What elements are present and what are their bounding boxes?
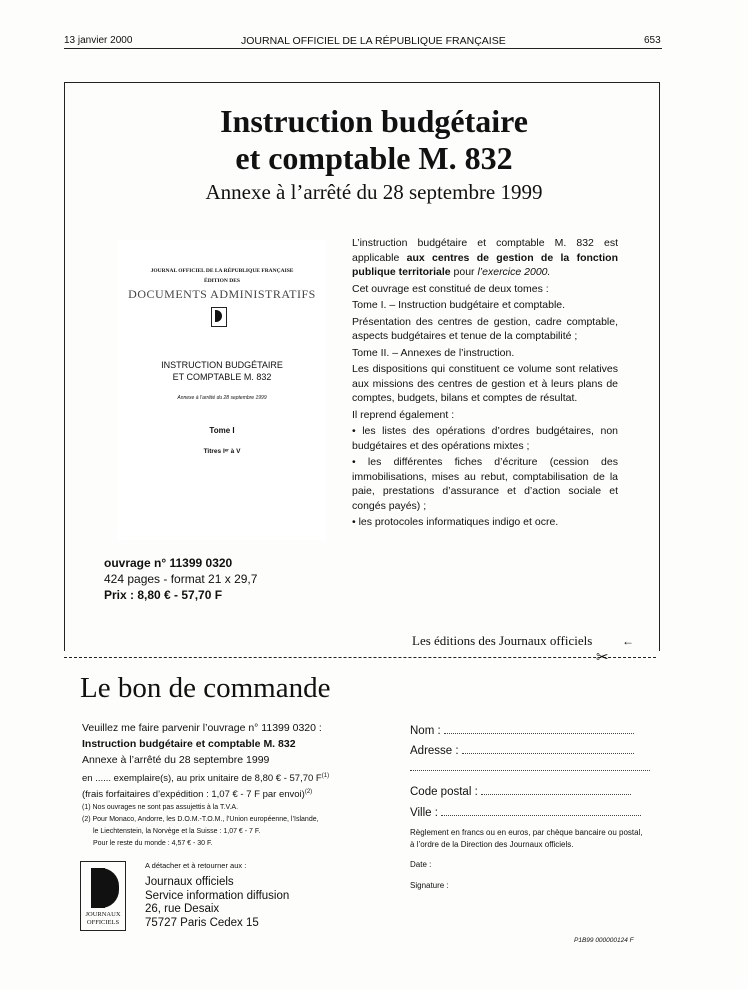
cover-logo-icon bbox=[211, 307, 227, 327]
cover-thumbnail bbox=[118, 240, 326, 540]
code-postal-field[interactable]: Code postal : bbox=[410, 784, 631, 798]
description-intro: L’instruction budgétaire et comptable M. 832 est applicable aux centres de gestion de la fonction publique territoriale pour l’exercice 2000. bbox=[352, 237, 618, 278]
description-paragraph: Cet ouvrage est constitué de deux tomes : bbox=[352, 282, 549, 295]
cover-documents-administratifs: DOCUMENTS ADMINISTRATIFS bbox=[128, 287, 316, 301]
adresse-field[interactable]: Adresse : bbox=[410, 743, 634, 757]
cover-edition: ÉDITION DES bbox=[204, 278, 240, 284]
arrow-left-icon: ← bbox=[622, 634, 634, 648]
cover-titres: Titres Iᵉʳ à V bbox=[203, 448, 241, 455]
order-note-2: (2) Pour Monaco, Andorre, les D.O.M.-T.O.M., l’Union européenne, l’Islande, bbox=[82, 816, 319, 823]
product-pages: 424 pages - format 21 x 29,7 bbox=[104, 572, 258, 586]
cover-annexe: Annexe à l’arrêté du 28 septembre 1999 bbox=[177, 395, 267, 401]
order-form-title: Le bon de commande bbox=[80, 672, 331, 704]
order-request: Veuillez me faire parvenir l’ouvrage n° 11399 0320 : bbox=[82, 722, 322, 734]
description-paragraph: Tome II. – Annexes de l’instruction. bbox=[352, 346, 515, 359]
order-note-3: le Liechtenstein, la Norvège et la Suisse : 1,07 € - 7 F. bbox=[93, 828, 261, 835]
cover-heading-1: INSTRUCTION BUDGÉTAIRE bbox=[161, 360, 283, 370]
cut-line bbox=[64, 657, 656, 658]
cover-heading-2: ET COMPTABLE M. 832 bbox=[172, 372, 272, 382]
footer-code: P1B99 000000124 F bbox=[574, 937, 634, 944]
title-annexe: Annexe à l’arrêté du 28 septembre 1999 bbox=[205, 180, 543, 204]
order-note-4: Pour le reste du monde : 4,57 € - 30 F. bbox=[93, 840, 213, 847]
ville-input-line[interactable] bbox=[441, 805, 641, 816]
description-paragraph: Il reprend également : bbox=[352, 408, 455, 421]
nom-input-line[interactable] bbox=[444, 723, 634, 734]
order-shipping-line: (frais forfaitaires d’expédition : 1,07 € - 7 F par envoi)$^{(2)}$ bbox=[82, 789, 313, 801]
product-number: ouvrage n° 11399 0320 bbox=[104, 556, 233, 570]
publisher-line: Les éditions des Journaux officiels bbox=[412, 633, 593, 648]
description-bullet: • les listes des opérations d’ordres budgétaires, non budgétaires et des opérations mixtes ; bbox=[352, 425, 618, 452]
title-line-1: Instruction budgétaire bbox=[220, 103, 528, 139]
description-paragraph: Les dispositions qui constituent ce volume sont relatives aux missions des centres de gestion et à leurs plans de comptes, budgets, bilans et comptes de résultat. bbox=[352, 363, 618, 404]
product-price: Prix : 8,80 € - 57,70 F bbox=[104, 588, 223, 602]
adresse-input-line[interactable] bbox=[462, 743, 634, 754]
description-bullet: • les différentes fiches d’écriture (cession des immobilisations, mises au rebut, comptabilisation de la paie, prestations d’assurance et d’action sociale et congés payés) ; bbox=[352, 456, 618, 512]
title-line-2: et comptable M. 832 bbox=[235, 140, 513, 176]
payment-instructions: Règlement en francs ou en euros, par chèque bancaire ou postal, à l’ordre de la Direction des Journaux officiels. bbox=[410, 828, 643, 849]
header-rule bbox=[64, 48, 662, 49]
order-book-title: Instruction budgétaire et comptable M. 832 bbox=[82, 738, 296, 750]
return-label: A détacher et à retourner aux : bbox=[145, 861, 247, 870]
ville-field[interactable]: Ville : bbox=[410, 805, 641, 819]
order-note-1: (1) Nos ouvrages ne sont pas assujettis à la T.V.A. bbox=[82, 804, 239, 811]
header-journal-title: JOURNAL OFFICIEL DE LA RÉPUBLIQUE FRANÇAISE bbox=[241, 35, 506, 47]
adresse-extra-line[interactable] bbox=[410, 770, 650, 771]
description-paragraph: Présentation des centres de gestion, cadre comptable, aspects budgétaires et tenue de la comptabilité ; bbox=[352, 315, 618, 342]
description-column bbox=[352, 236, 618, 532]
cover-tome: Tome I bbox=[209, 426, 235, 435]
journaux-officiels-logo: JOURNAUX OFFICIELS bbox=[80, 861, 126, 931]
order-annexe: Annexe à l’arrêté du 28 septembre 1999 bbox=[82, 754, 270, 766]
description-paragraph: Tome I. – Instruction budgétaire et comptable. bbox=[352, 299, 566, 311]
code-postal-input-line[interactable] bbox=[481, 784, 631, 795]
header-page-number: 653 bbox=[644, 35, 661, 46]
header-date: 13 janvier 2000 bbox=[64, 35, 133, 46]
nom-field[interactable]: Nom : bbox=[410, 723, 634, 737]
return-address: Journaux officiels Service information diffusion 26, rue Desaix 75727 Paris Cedex 15 bbox=[145, 876, 290, 929]
description-bullet: • les protocoles informatiques indigo et ocre. bbox=[352, 516, 559, 528]
scissors-icon: ✂ bbox=[596, 649, 609, 666]
date-field[interactable]: Date : bbox=[410, 860, 432, 869]
cover-journal-line: JOURNAL OFFICIEL DE LA RÉPUBLIQUE FRANÇAISE bbox=[150, 268, 294, 274]
signature-field[interactable]: Signature : bbox=[410, 881, 449, 890]
order-quantity-line: en ...... exemplaire(s), au prix unitaire de 8,80 € - 57,70 $F^{(1)}$ bbox=[82, 773, 330, 785]
